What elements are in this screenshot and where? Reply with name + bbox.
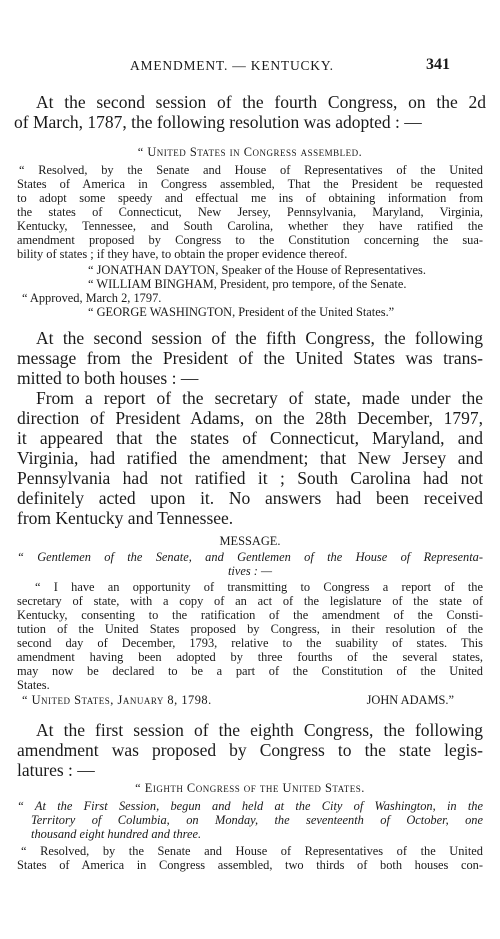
text-line: States of America in Congress assembled, two thirds of both houses con- — [17, 858, 483, 872]
signature-speaker: “ JONATHAN DAYTON, Speaker of the House of Representatives. — [88, 263, 426, 277]
text-line: States of America in Congress assembled, That the President be requested — [17, 177, 483, 191]
message-heading: MESSAGE. — [219, 534, 281, 548]
resolution-heading: “ United States in Congress assembled. — [137, 145, 363, 159]
text-line: Kentucky, Tennessee, and South Carolina, whether they have ratified the — [17, 219, 483, 233]
text-line: direction of President Adams, on the 28th December, 1797, — [17, 408, 483, 428]
signature-president: “ GEORGE WASHINGTON, President of the United States.” — [88, 305, 395, 319]
text-line: States. — [17, 678, 50, 692]
eighth-congress-heading: “ Eighth Congress of the United States. — [135, 781, 365, 795]
text-line: the states of Connecticut, New Jersey, Pennsylvania, Maryland, Virginia, — [17, 205, 483, 219]
running-title: AMENDMENT. — KENTUCKY. — [130, 58, 334, 73]
text-line: “ I have an opportunity of transmitting to Congress a report of the — [35, 580, 483, 594]
message-body — [17, 580, 483, 692]
running-header — [0, 58, 500, 78]
fifth-congress-paragraph — [17, 328, 483, 388]
intro-paragraph — [14, 92, 486, 132]
text-line: message from the President of the United States was trans- — [17, 348, 483, 368]
text-line: Kentucky, consenting to the ratification of the amendment of the Consti- — [17, 608, 483, 622]
resolution-signatures — [88, 263, 488, 291]
message-signature: JOHN ADAMS.” — [366, 693, 454, 707]
approved-line: “ Approved, March 2, 1797. — [22, 291, 162, 305]
page-number: 341 — [426, 56, 450, 73]
message-salutation — [17, 550, 483, 578]
text-line: tives : — — [227, 564, 273, 578]
text-line: amendment was proposed by Congress to the state legis- — [17, 740, 483, 760]
text-line: may now be declared to be a part of the Constitution of the United — [17, 664, 483, 678]
text-line: From a report of the secretary of state, made under the — [36, 388, 483, 408]
text-line: “ Resolved, by the Senate and House of Representatives of the United — [21, 844, 483, 858]
text-line: latures : — — [17, 760, 95, 780]
text-line: mitted to both houses : — — [17, 368, 199, 388]
text-line: “ Resolved, by the Senate and House of Representatives of the United — [19, 163, 483, 177]
report-paragraph — [17, 388, 483, 528]
text-line: At the second session of the fourth Congress, on the 2d — [36, 92, 486, 112]
text-line: At the second session of the fifth Congress, the following — [36, 328, 483, 348]
message-dateline: “ United States, January 8, 1798. — [22, 693, 212, 707]
text-line: to adopt some speedy and effectual me ins of obtaining information from — [17, 191, 483, 205]
text-line: second day of December, 1793, relative to the suability of states. This — [17, 636, 483, 650]
text-line: Virginia, had ratified the amendment; that New Jersey and — [17, 448, 483, 468]
text-line: Territory of Columbia, on Monday, the seventeenth of October, one — [31, 813, 483, 827]
text-line: thousand eight hundred and three. — [31, 827, 202, 841]
eighth-congress-session — [17, 799, 483, 841]
text-line: it appeared that the states of Connecticut, Maryland, and — [17, 428, 483, 448]
eighth-congress-paragraph — [17, 720, 483, 780]
text-line: of March, 1787, the following resolution was adopted : — — [14, 112, 422, 132]
text-line: “ Gentlemen of the Senate, and Gentlemen of the House of Representa- — [17, 550, 483, 564]
text-line: bility of states ; if they have, to obtain the proper evidence thereof. — [17, 247, 348, 261]
text-line: definitely acted upon it. No answers had been received — [17, 488, 483, 508]
text-line: tution of the United States proposed by Congress, in their resolution of the — [17, 622, 483, 636]
text-line: “ At the First Session, begun and held at the City of Washington, in the — [17, 799, 483, 813]
text-line: from Kentucky and Tennessee. — [17, 508, 234, 528]
text-line: amendment proposed by Congress to the Constitution concerning the sua- — [17, 233, 483, 247]
signature-senate-president: “ WILLIAM BINGHAM, President, pro tempore, of the Senate. — [88, 277, 407, 291]
text-line: Pennsylvania had not ratified it ; South Carolina had not — [17, 468, 483, 488]
text-line: At the first session of the eighth Congress, the following — [36, 720, 483, 740]
text-line: amendment having been adopted by three fourths of the several states, — [17, 650, 483, 664]
resolution-body — [17, 163, 483, 261]
text-line: secretary of state, with a copy of an act of the legislature of the state of — [17, 594, 483, 608]
eighth-congress-resolution — [17, 844, 483, 872]
